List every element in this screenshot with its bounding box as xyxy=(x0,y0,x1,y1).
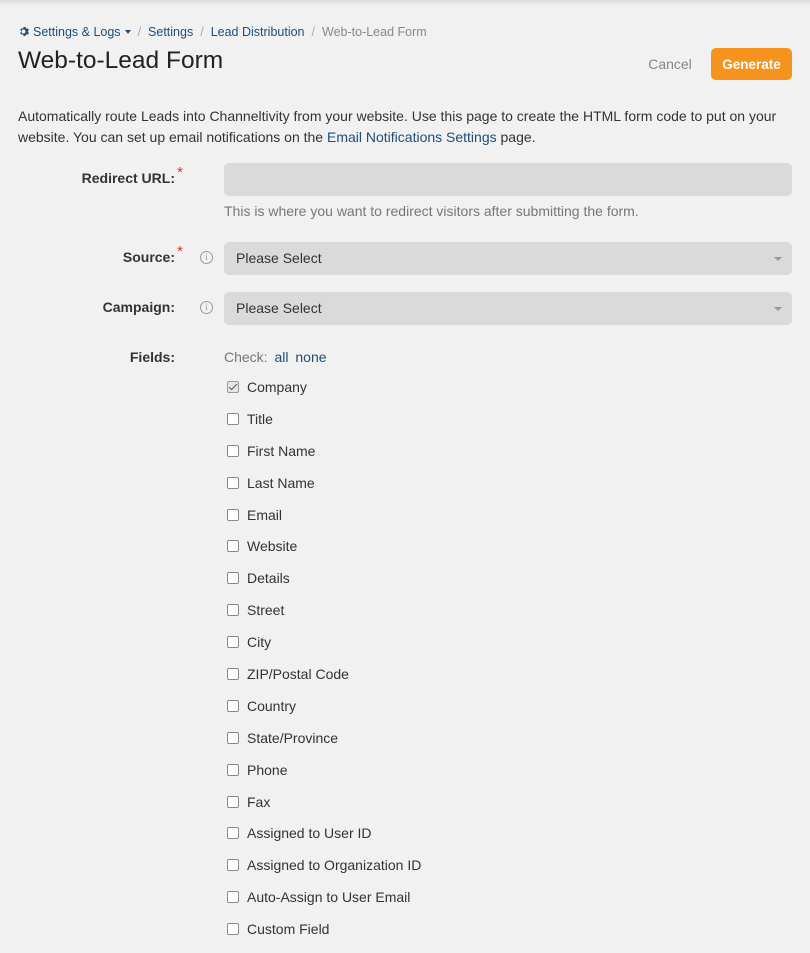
generate-button[interactable]: Generate xyxy=(711,48,792,80)
checkbox-label: Email xyxy=(247,506,283,523)
checkbox-label: ZIP/Postal Code xyxy=(247,666,349,683)
field-checkbox-item[interactable] xyxy=(227,411,421,443)
checkbox[interactable] xyxy=(227,859,239,871)
checkbox[interactable] xyxy=(227,445,239,457)
checkbox[interactable] xyxy=(227,604,239,616)
breadcrumb-separator: / xyxy=(200,25,204,39)
checkbox[interactable] xyxy=(227,636,239,648)
checkbox[interactable] xyxy=(227,764,239,776)
field-checkbox-item[interactable] xyxy=(227,825,421,857)
intro-text-part2: page. xyxy=(496,129,536,145)
field-checkbox-item[interactable] xyxy=(227,794,421,826)
field-checkbox-item[interactable] xyxy=(227,570,421,602)
source-label-text: Source: xyxy=(122,249,175,265)
check-label: Check: xyxy=(224,349,268,365)
checkbox[interactable] xyxy=(227,891,239,903)
info-icon[interactable]: i xyxy=(200,251,213,264)
field-checkbox-list xyxy=(227,379,421,953)
checkbox[interactable] xyxy=(227,796,239,808)
checkbox-label: Last Name xyxy=(247,474,315,491)
check-all-link[interactable]: all xyxy=(274,349,289,365)
field-checkbox-item[interactable] xyxy=(227,602,421,634)
cancel-button[interactable]: Cancel xyxy=(637,48,703,80)
field-checkbox-item[interactable] xyxy=(227,762,421,794)
fields-label: Fields: xyxy=(129,349,175,365)
field-checkbox-item[interactable] xyxy=(227,921,421,953)
breadcrumb-separator: / xyxy=(137,25,142,39)
field-checkbox-item[interactable] xyxy=(227,698,421,730)
info-icon[interactable]: i xyxy=(200,301,213,314)
checkbox[interactable] xyxy=(227,923,239,935)
checkbox[interactable] xyxy=(227,413,239,425)
checkbox-label: Assigned to Organization ID xyxy=(247,857,422,874)
checkbox[interactable] xyxy=(227,381,239,393)
checkbox-label: Phone xyxy=(247,761,288,778)
checkbox-label: Auto-Assign to User Email xyxy=(247,889,411,906)
checkbox[interactable] xyxy=(227,827,239,839)
checkbox-label: Website xyxy=(247,538,298,555)
field-checkbox-item[interactable] xyxy=(227,889,421,921)
checkbox-label: City xyxy=(247,634,272,651)
breadcrumb-current: Web-to-Lead Form xyxy=(322,25,427,39)
checkbox[interactable] xyxy=(227,572,239,584)
checkbox-label: First Name xyxy=(247,442,316,459)
check-none-link[interactable]: none xyxy=(295,349,327,365)
field-checkbox-item[interactable] xyxy=(227,666,421,698)
breadcrumb-root-label: Settings & Logs xyxy=(33,25,121,39)
checkbox-label: Company xyxy=(247,379,307,395)
caret-down-icon xyxy=(125,30,131,34)
checkbox-label: Street xyxy=(247,602,285,619)
campaign-label: Campaign: xyxy=(102,299,175,315)
redirect-url-label xyxy=(81,164,183,186)
breadcrumb-lead-distribution[interactable]: Lead Distribution xyxy=(210,25,305,39)
checkbox-label: Assigned to User ID xyxy=(247,825,372,842)
checkbox-label: Fax xyxy=(247,793,271,810)
intro-text xyxy=(18,106,798,148)
field-checkbox-item[interactable] xyxy=(227,507,421,539)
source-select-value: Please Select xyxy=(236,250,322,266)
page-title: Web-to-Lead Form xyxy=(18,47,224,74)
required-marker: * xyxy=(177,243,183,260)
checkbox[interactable] xyxy=(227,700,239,712)
checkbox-label: State/Province xyxy=(247,729,339,746)
breadcrumb-settings[interactable]: Settings xyxy=(148,25,194,39)
gear-icon xyxy=(18,26,29,37)
field-checkbox-item[interactable] xyxy=(227,379,421,411)
field-checkbox-item[interactable] xyxy=(227,475,421,507)
caret-down-icon xyxy=(774,307,782,311)
field-checkbox-item[interactable] xyxy=(227,443,421,475)
campaign-select[interactable] xyxy=(224,292,792,325)
source-label xyxy=(122,243,183,265)
checkbox-label: Country xyxy=(247,697,297,714)
field-checkbox-item[interactable] xyxy=(227,857,421,889)
breadcrumb-settings-logs[interactable] xyxy=(18,25,131,39)
checkbox-label: Details xyxy=(247,570,290,587)
check-controls xyxy=(224,349,327,365)
field-checkbox-item[interactable] xyxy=(227,538,421,570)
checkbox[interactable] xyxy=(227,477,239,489)
field-checkbox-item[interactable] xyxy=(227,634,421,666)
top-shadow xyxy=(0,0,810,6)
email-notifications-link[interactable]: Email Notifications Settings xyxy=(326,129,497,145)
checkbox[interactable] xyxy=(227,540,239,552)
redirect-url-label-text: Redirect URL: xyxy=(81,170,175,186)
intro-text-part1: Automatically route Leads into Channeltivity from your website. Use this page to create the HTML form code to put on your website. You can set up email notifications on the xyxy=(18,108,777,145)
checkbox[interactable] xyxy=(227,509,239,521)
redirect-url-input[interactable] xyxy=(224,163,792,196)
field-checkbox-item[interactable] xyxy=(227,730,421,762)
checkbox-label: Title xyxy=(247,410,273,427)
checkbox[interactable] xyxy=(227,732,239,744)
redirect-url-hint: This is where you want to redirect visitors after submitting the form. xyxy=(224,203,639,219)
checkbox[interactable] xyxy=(227,668,239,680)
source-select[interactable] xyxy=(224,242,792,275)
breadcrumb xyxy=(18,25,427,39)
breadcrumb-separator: / xyxy=(311,25,315,39)
caret-down-icon xyxy=(774,257,782,261)
campaign-select-value: Please Select xyxy=(236,300,322,316)
checkbox-label: Custom Field xyxy=(247,921,330,938)
required-marker: * xyxy=(177,164,183,181)
